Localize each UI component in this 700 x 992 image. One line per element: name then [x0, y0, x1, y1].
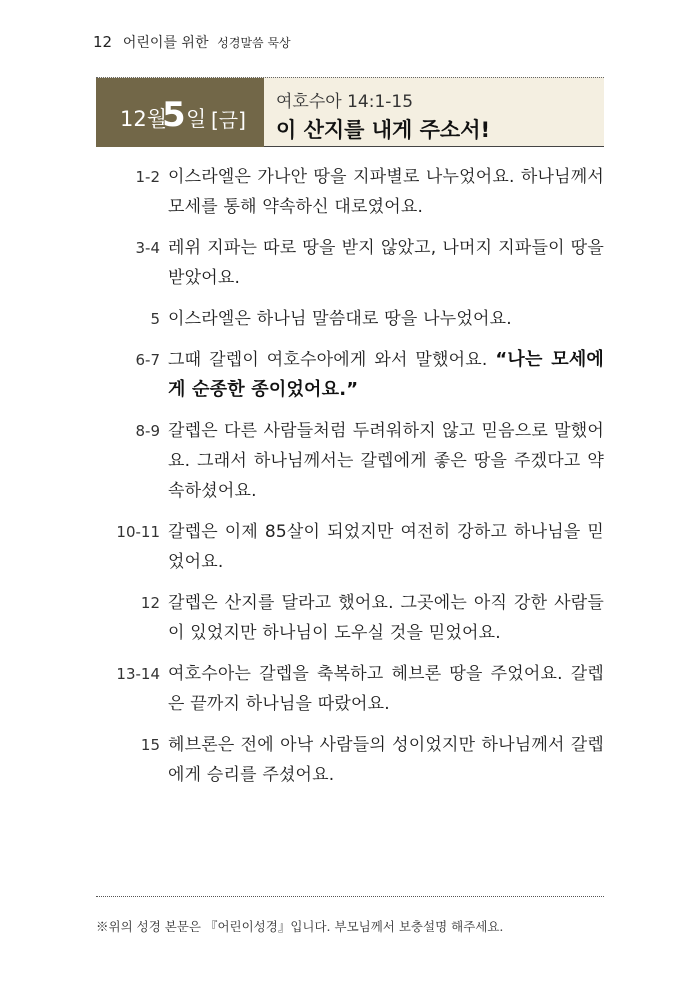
verse-text: 이스라엘은 가나안 땅을 지파별로 나누었어요. 하나님께서 모세를 통해 약속하신 대로였어요.: [168, 167, 604, 217]
date-day-unit: 일: [186, 107, 207, 131]
verse-item: [110, 588, 604, 648]
scripture-reference: 여호수아 14:1-15: [276, 92, 414, 112]
verse-quote-emphasis: “나는 모세에게 순종한 종이었어요.”: [168, 349, 605, 400]
reading-title-band: [96, 77, 604, 147]
verse-text: 갈렙은 이제 85살이 되었지만 여전히 강하고 하나님을 믿었어요.: [168, 522, 604, 572]
verse-number: 3-4: [135, 239, 160, 257]
verse-number: 12: [140, 594, 160, 612]
page-number: 12: [93, 33, 113, 51]
verse-item: [110, 517, 604, 577]
verse-number: 1-2: [135, 168, 160, 186]
footnote: ※위의 성경 본문은 『어린이성경』입니다. 부모님께서 보충설명 해주세요.: [96, 919, 504, 934]
book-title-sub: 성경말씀 묵상: [217, 36, 291, 50]
verse-text: 이스라엘은 하나님 말씀대로 땅을 나누었어요.: [168, 309, 512, 329]
verse-number: 10-11: [116, 523, 160, 541]
verse-text: 갈렙은 산지를 달라고 했어요. 그곳에는 아직 강한 사람들이 있었지만 하나님이 도우실 것을 믿었어요.: [168, 593, 604, 643]
verse-item: [110, 233, 604, 293]
verse-number: 15: [140, 736, 160, 754]
date-weekday: [금]: [211, 108, 246, 132]
date-box: [96, 78, 264, 147]
date-month: 12월: [120, 107, 168, 131]
reading-title: 이 산지를 내게 주소서!: [276, 118, 491, 142]
verse-number: 5: [150, 310, 160, 328]
verse-item: [110, 162, 604, 222]
verse-list: [110, 162, 604, 801]
running-header: [93, 32, 291, 52]
verse-text: 레위 지파는 따로 땅을 받지 않았고, 나머지 지파들이 땅을 받았어요.: [168, 238, 604, 288]
verse-item: [110, 659, 604, 719]
verse-item: [110, 730, 604, 790]
verse-number: 6-7: [135, 351, 160, 369]
verse-number: 13-14: [116, 665, 160, 683]
verse-number: 8-9: [135, 422, 160, 440]
verse-text: [168, 345, 604, 405]
footer-divider: [96, 896, 604, 897]
date-day: 5: [162, 95, 186, 135]
verse-text-plain: 그때 갈렙이 여호수아에게 와서 말했어요.: [168, 350, 496, 370]
book-title-main: 어린이를 위한: [122, 35, 209, 51]
verse-text: 갈렙은 다른 사람들처럼 두려워하지 않고 믿음으로 말했어요. 그래서 하나님께서는 갈렙에게 좋은 땅을 주겠다고 약속하셨어요.: [168, 421, 604, 501]
verse-item: [110, 304, 604, 334]
verse-text: 헤브론은 전에 아낙 사람들의 성이었지만 하나님께서 갈렙에게 승리를 주셨어요.: [168, 735, 604, 785]
verse-text: 여호수아는 갈렙을 축복하고 헤브론 땅을 주었어요. 갈렙은 끝까지 하나님을 따랐어요.: [168, 664, 604, 714]
verse-item: [110, 416, 604, 506]
verse-item: [110, 345, 604, 405]
